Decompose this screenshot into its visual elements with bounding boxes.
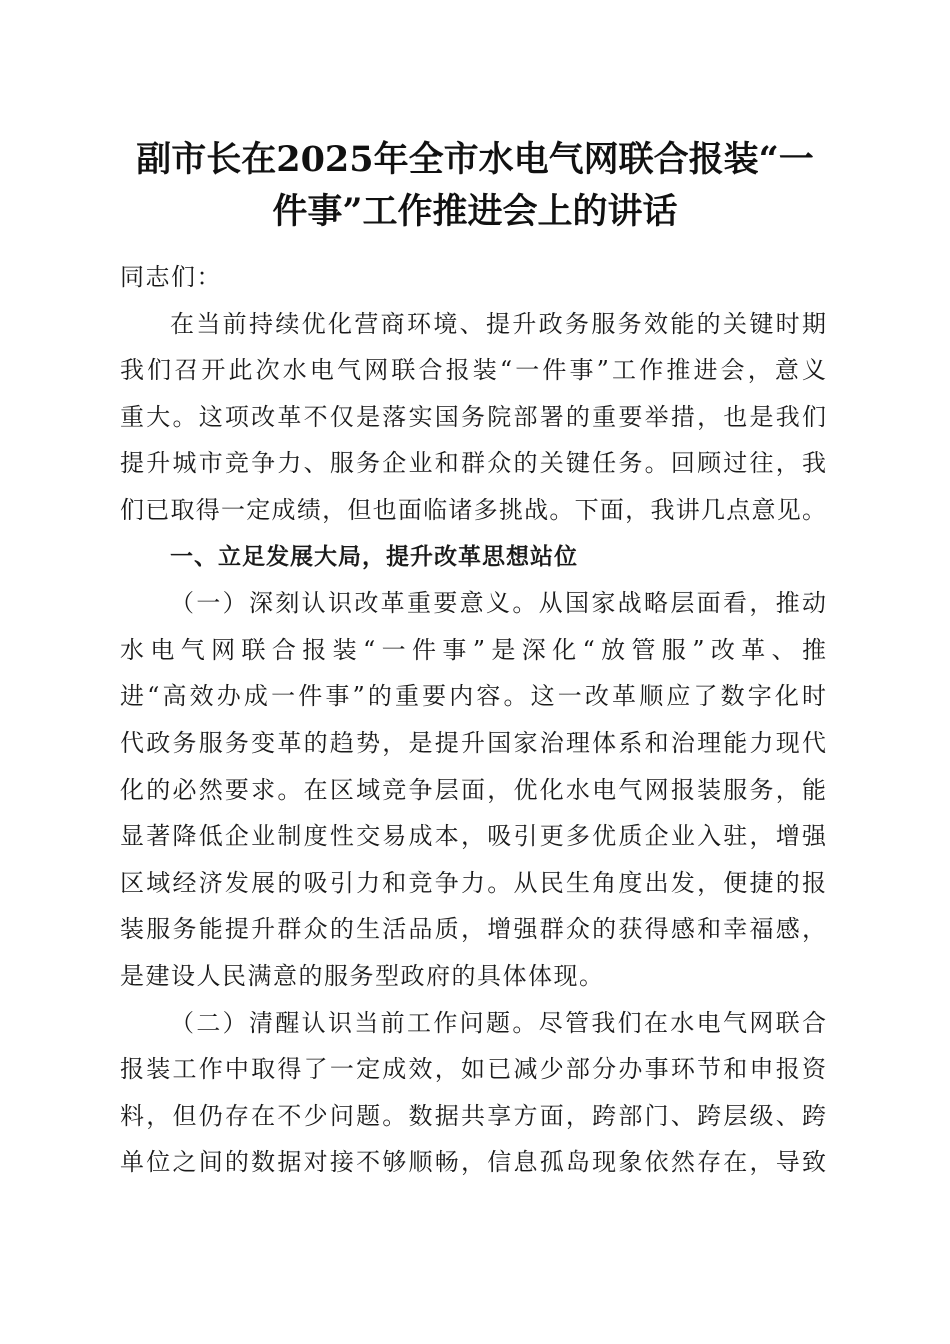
paragraph-line: 装服务能提升群众的生活品质，增强群众的获得感和幸福感， [120,915,826,944]
title-line-1: 副市长在2025年全市水电气网联合报装“一 [136,139,814,180]
paragraph-line: 是建设人民满意的服务型政府的具体体现。 [120,961,605,990]
paragraph-line: 料，但仍存在不少问题。数据共享方面，跨部门、跨层级、跨 [120,1101,826,1130]
paragraph-line: 显著降低企业制度性交易成本，吸引更多优质企业入驻，增强 [120,822,826,851]
subsection-2-paragraph [120,1000,826,1186]
intro-paragraph [120,301,826,534]
paragraph-line: 代政务服务变革的趋势，是提升国家治理体系和治理能力现代 [120,728,826,757]
paragraph-line: 们已取得一定成绩，但也面临诸多挑战。下面，我讲几点意见。 [120,495,826,524]
paragraph-line: 单位之间的数据对接不够顺畅，信息孤岛现象依然存在，导致 [120,1148,826,1177]
title-line-2: 件事”工作推进会上的讲话 [272,191,678,232]
paragraph-line: 区域经济发展的吸引力和竞争力。从民生角度出发，便捷的报 [120,868,826,897]
section-heading: 一、立足发展大局，提升改革思想站位 [170,543,578,570]
paragraph-line: 进“高效办成一件事”的重要内容。这一改革顺应了数字化时 [120,682,826,711]
greeting: 同志们： [120,263,222,291]
paragraph-line: 报装工作中取得了一定成效，如已减少部分办事环节和申报资 [120,1055,826,1084]
paragraph-line: 化的必然要求。在区域竞争层面，优化水电气网报装服务，能 [120,775,826,804]
paragraph-line: （二）清醒认识当前工作问题。尽管我们在水电气网联合 [170,1008,826,1037]
document-title [110,134,840,238]
paragraph-line: （一）深刻认识改革重要意义。从国家战略层面看，推动 [170,589,826,618]
document-body [120,254,826,1186]
paragraph-line: 重大。这项改革不仅是落实国务院部署的重要举措，也是我们 [120,402,826,431]
paragraph-line: 水电气网联合报装“一件事”是深化“放管服”改革、推 [120,635,826,664]
paragraph-line: 我们召开此次水电气网联合报装“一件事”工作推进会，意义 [120,356,826,385]
paragraph-line: 在当前持续优化营商环境、提升政务服务效能的关键时期 [170,309,826,338]
paragraph-line: 提升城市竞争力、服务企业和群众的关键任务。回顾过往，我 [120,449,826,478]
subsection-1-paragraph [120,580,826,999]
